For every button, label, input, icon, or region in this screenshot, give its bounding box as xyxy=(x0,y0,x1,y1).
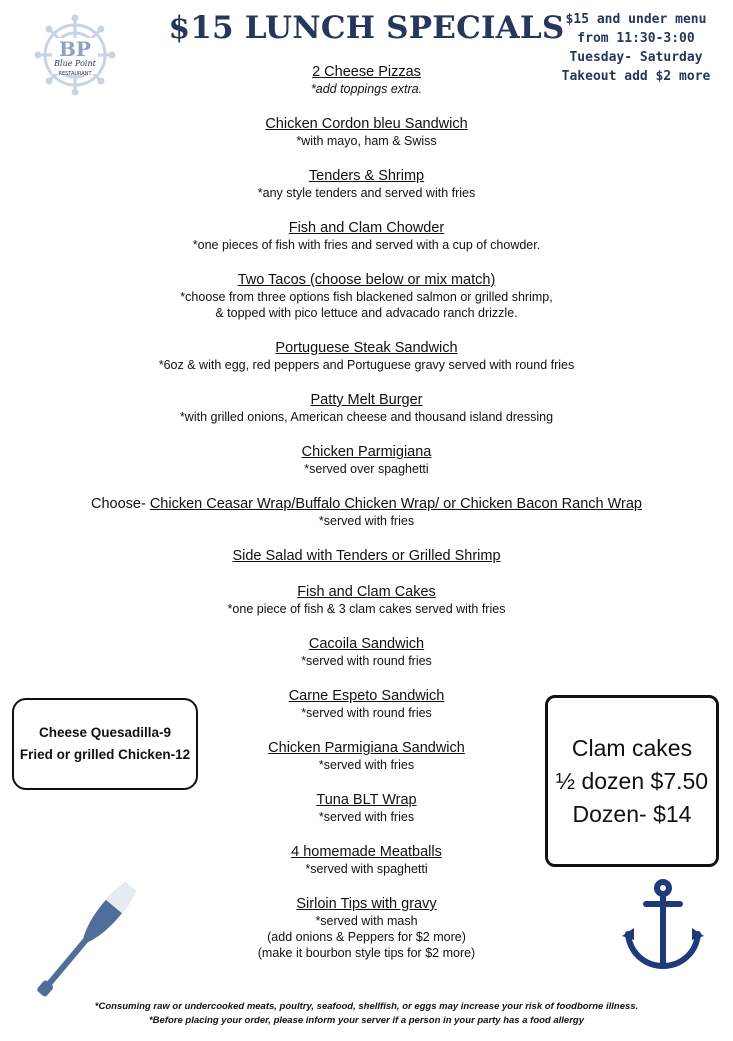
logo-sub: RESTAURANT xyxy=(58,71,92,77)
menu-item xyxy=(0,636,733,669)
menu-item-name: Patty Melt Burger xyxy=(310,392,423,408)
menu-item-desc: *with mayo, ham & Swiss xyxy=(296,134,437,148)
menu-item-desc: *choose from three options fish blackened salmon or grilled shrimp, xyxy=(180,290,553,304)
clam-cakes-line: ½ dozen $7.50 xyxy=(555,767,709,794)
menu-item-name: Chicken Parmigiana xyxy=(301,444,432,460)
menu-item-desc: (make it bourbon style tips for $2 more) xyxy=(257,946,476,960)
menu-item-name: Fish and Clam Cakes xyxy=(297,584,436,600)
clam-cakes-line: Dozen- $14 xyxy=(572,800,692,827)
menu-item-name: Sirloin Tips with gravy xyxy=(296,896,437,912)
menu-item xyxy=(0,116,733,149)
hours-line: $15 and under menu xyxy=(565,12,707,27)
clam-cakes-line: Clam cakes xyxy=(571,734,693,761)
hours-line: from 11:30-3:00 xyxy=(577,31,695,46)
menu-item-name: Side Salad with Tenders or Grilled Shrimp xyxy=(232,548,501,564)
menu-item xyxy=(0,272,733,321)
quesadilla-line: Cheese Quesadilla-9 xyxy=(38,725,172,740)
menu-item-desc: & topped with pico lettuce and advacado ranch drizzle. xyxy=(215,306,518,320)
menu-item-name: 2 Cheese Pizzas xyxy=(312,64,421,80)
menu-item-desc: *add toppings extra. xyxy=(310,82,423,96)
menu-item xyxy=(0,168,733,201)
menu-item-name: Chicken Ceasar Wrap/Buffalo Chicken Wrap/ or Chicken Bacon Ranch Wrap xyxy=(149,496,642,512)
menu-item-name: Chicken Cordon bleu Sandwich xyxy=(265,116,468,132)
quesadilla-line: Fried or grilled Chicken-12 xyxy=(19,747,191,762)
oar-illustration xyxy=(10,866,160,1016)
menu-item-name: Portuguese Steak Sandwich xyxy=(275,340,458,356)
menu-item-desc: *with grilled onions, American cheese and thousand island dressing xyxy=(179,410,554,424)
menu-item-desc: *any style tenders and served with fries xyxy=(257,186,476,200)
anchor-illustration xyxy=(620,878,706,972)
disclaimer-line: *Consuming raw or undercooked meats, poultry, seafood, shellfish, or eggs may increase your risk of foodborne illness. xyxy=(94,1001,639,1012)
menu-item-name: 4 homemade Meatballs xyxy=(291,844,442,860)
menu-item-desc: *served with spaghetti xyxy=(305,862,428,876)
menu-item-desc: *served with fries xyxy=(318,810,415,824)
quesadilla-box xyxy=(12,698,198,790)
menu-item xyxy=(0,584,733,617)
allergy-disclaimer xyxy=(0,1000,733,1028)
menu-item-name: Tuna BLT Wrap xyxy=(316,792,417,808)
menu-item-name: Two Tacos (choose below or mix match) xyxy=(237,272,496,288)
menu-item xyxy=(0,548,733,565)
logo-script: Blue Point xyxy=(54,59,96,68)
menu-item-prefix: Choose- xyxy=(90,496,150,512)
menu-item-name: Cacoila Sandwich xyxy=(308,636,425,652)
menu-item-desc: *served with fries xyxy=(318,514,415,528)
menu-item-desc: *one piece of fish & 3 clam cakes served with fries xyxy=(227,602,506,616)
menu-item-desc: *served over spaghetti xyxy=(304,462,429,476)
menu-item xyxy=(0,340,733,373)
menu-item-desc: *served with round fries xyxy=(301,706,432,720)
disclaimer-line: *Before placing your order, please inform your server if a person in your party has a food allergy xyxy=(148,1015,584,1026)
logo-monogram: BP xyxy=(59,37,91,61)
menu-item-name: Chicken Parmigiana Sandwich xyxy=(268,740,465,756)
menu-item xyxy=(0,392,733,425)
menu-item-desc: (add onions & Peppers for $2 more) xyxy=(267,930,466,944)
menu-item-desc: *one pieces of fish with fries and served with a cup of chowder. xyxy=(192,238,541,252)
menu-item-desc: *served with fries xyxy=(318,758,415,772)
menu-item xyxy=(0,64,733,97)
oar-icon xyxy=(10,866,160,1016)
menu-item-desc: *served with round fries xyxy=(301,654,432,668)
menu-item-name: Tenders & Shrimp xyxy=(308,168,425,184)
menu-item-name: Fish and Clam Chowder xyxy=(288,220,445,236)
clam-cakes-box xyxy=(545,695,719,867)
menu-item-desc: *served with mash xyxy=(315,914,418,928)
hours-line: Takeout add $2 more xyxy=(561,69,711,84)
page-title: $15 LUNCH SPECIALS xyxy=(168,10,565,46)
hours-line: Tuesday- Saturday xyxy=(569,50,703,65)
anchor-icon xyxy=(620,878,706,972)
menu-item-desc: *6oz & with egg, red peppers and Portuguese gravy served with round fries xyxy=(158,358,575,372)
menu-item-name: Carne Espeto Sandwich xyxy=(288,688,445,704)
menu-item xyxy=(0,220,733,253)
menu-item xyxy=(0,496,733,529)
menu-item xyxy=(0,444,733,477)
menu-item-name-row xyxy=(0,496,733,513)
